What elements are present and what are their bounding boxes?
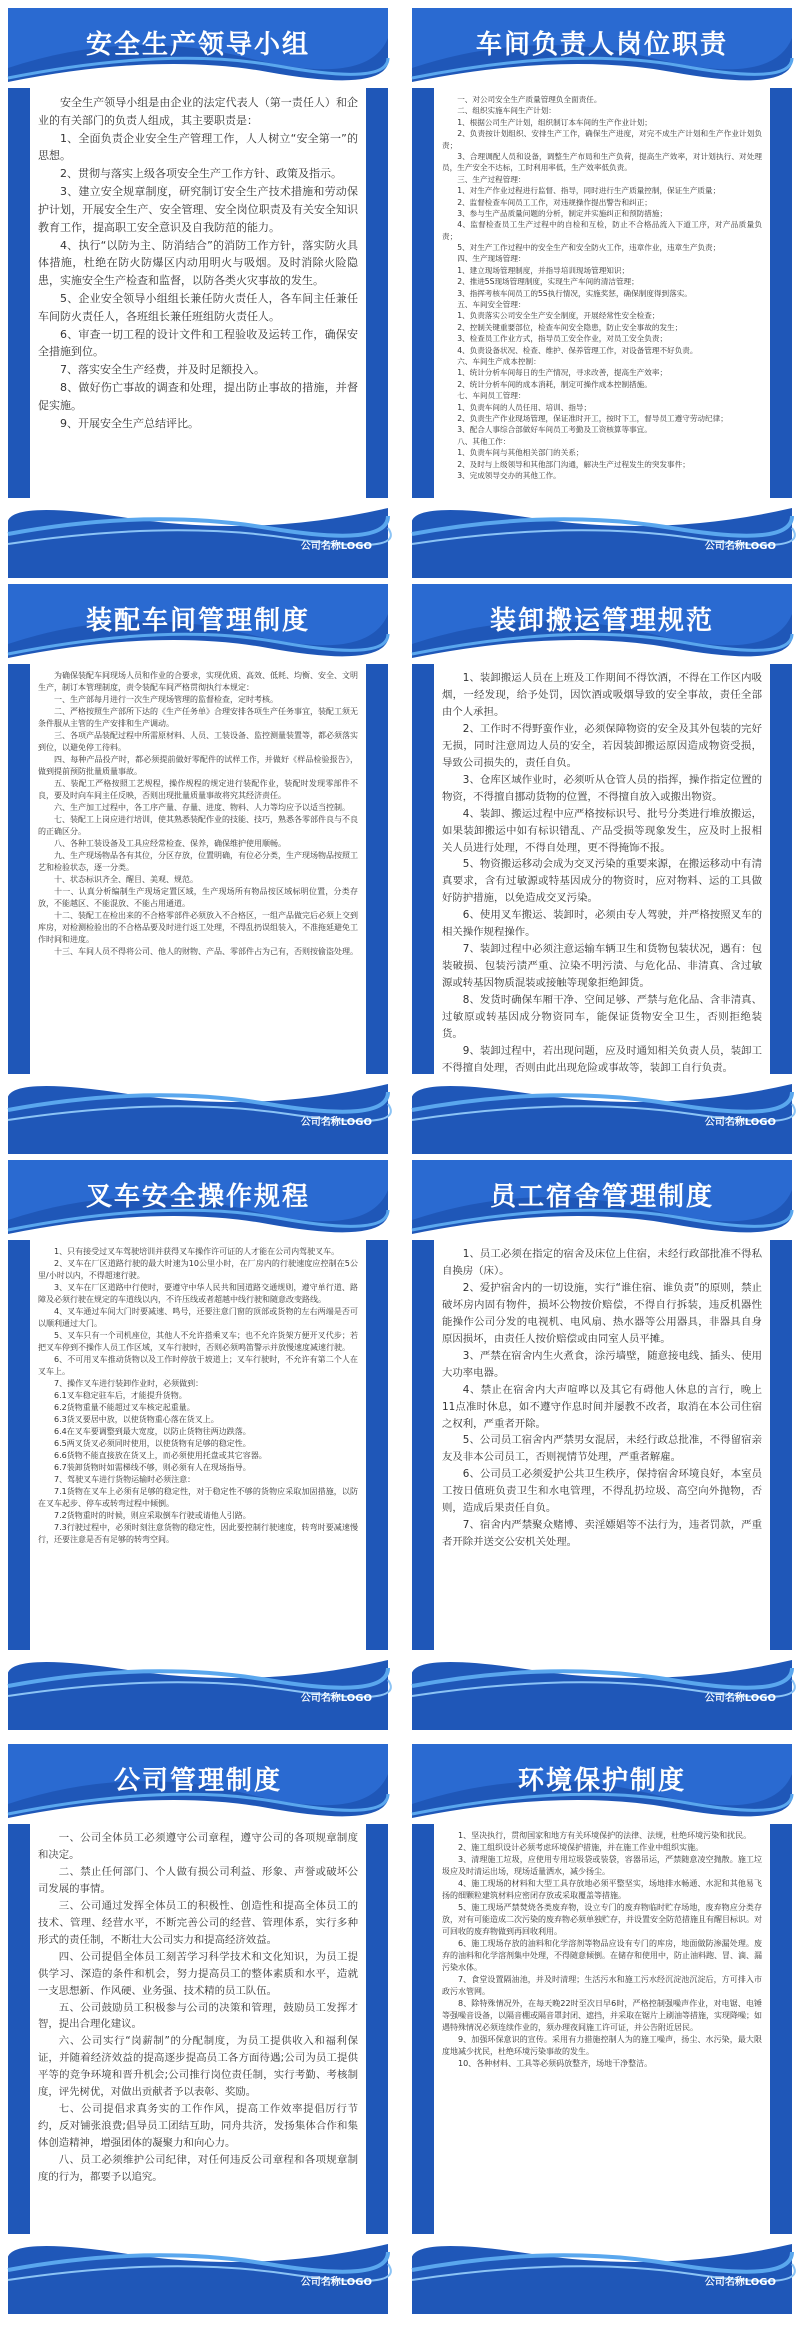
paragraph: 7、食堂设置隔油池，并及时清理；生活污水和施工污水经沉淀池沉淀后，方可排入市政污水管网。 — [442, 1975, 762, 1996]
paragraph: 二、组织实施车间生产计划： — [457, 106, 556, 116]
paragraph: 1、负责车间的人员任用、培训、指导； — [457, 402, 592, 412]
board-title: 装卸搬运管理规范 — [489, 606, 714, 636]
paragraph: 7、宿舍内严禁聚众赌博、卖淫嫖娼等不法行为，违者罚款，严重者开除并送交公安机关处理。 — [442, 1519, 762, 1549]
paragraph: 一、公司全体员工必须遵守公司章程，遵守公司的各项规章制度和决定。 — [38, 1832, 358, 1861]
board-content — [30, 1824, 366, 2234]
paragraph: 三、公司通过发挥全体员工的积极性、创造性和提高全体员工的技术、管理、经营水平，不断完善公司的经营、管理体系，实行多种形式的责任制，不断壮大公司实力和提高经济效益。 — [38, 1899, 358, 1946]
paragraph: 7、驾驶叉车进行货物运输时必须注意： — [54, 1475, 196, 1484]
board-header — [8, 8, 388, 88]
paragraph: 3、参与生产品质量问题的分析，制定并实施纠正和预防措施； — [457, 208, 668, 218]
board-footer — [8, 1074, 388, 1154]
company-logo-text: 公司名称LOGO — [300, 541, 372, 552]
paragraph: 9、加强环保意识的宣传。采用有力措施控制人为的施工噪声，扬尘、水污染，最大限度地减少扰民，杜绝环境污染事故的发生。 — [442, 2035, 762, 2056]
paragraph: 1、装卸搬运人员在上班及工作期间不得饮酒，不得在工作区内吸烟，一经发现，给予处罚，因饮酒或吸烟导致的安全事故，责任全部由个人承担。 — [442, 672, 762, 718]
paragraph: 2、及时与上级领导和其他部门沟通，解决生产过程发生的突发事件； — [457, 459, 690, 469]
paragraph: 3、指挥考核车间员工的5S执行情况，实施奖惩，确保制度得到落实。 — [457, 288, 692, 298]
paragraph: 十三、车间人员不得将公司、他人的财物、产品、零部件占为己有，否则按偷盗处理。 — [54, 947, 358, 956]
paragraph: 8、除特殊情况外，在每天晚22时至次日早6时，严格控制强噪声作业，对电锯、电锤等强噪音设备，以隔音棚或隔音罩封闭、遮挡，并采取在锯片上刷油等措施，实现降噪；如遇特殊情况必须连续作业的，须办理夜间施工许可证，并公告附近居民。 — [442, 1999, 762, 2032]
board-footer — [412, 1650, 792, 1730]
paragraph: 八、其他工作： — [457, 436, 511, 446]
paragraph: 7、装卸过程中必须注意运输车辆卫生和货物包装状况，遇有：包装破损、包装污渍严重、泣染不明污渍、与危化品、非清真、含过敏源或转基因物质混装或接触等现象拒绝卸货。 — [442, 943, 762, 990]
board-workshop-duties — [412, 8, 792, 578]
paragraph: 6、审查一切工程的设计文件和工程验收及运转工作，确保安全措施到位。 — [38, 327, 358, 359]
paragraph: 四、公司提倡全体员工刻苦学习科学技术和文化知识，为员工提供学习、深造的条件和机会，努力提高员工的整体素质和水平，造就一支思想新、作风硬、业务强、技术精的员工队伍。 — [38, 1950, 358, 1997]
paragraph: 1、建立现场管理制度，并指导培训现场管理知识； — [457, 265, 630, 275]
paragraph: 3、合理调配人员和设备，调整生产布局和生产负荷，提高生产效率，对计划执行、对处理员，生产安全不达标，工时利用率低，生产效率低负责。 — [442, 151, 762, 173]
paragraph: 6.3货叉要居中放，以使货物重心落在货叉上。 — [54, 1415, 219, 1424]
board-content — [30, 88, 366, 498]
board-assembly-rules — [8, 584, 388, 1154]
paragraph: 六、公司实行“岗薪制”的分配制度，为员工提供收入和福利保证，并随着经济效益的提高逐步提高员工各方面待遇;公司为员工提供平等的竞争环境和晋升机会;公司推行岗位责任制，实行考勤、考核制度，评先树优，对做出贡献者予以表彰、奖励。 — [38, 2035, 358, 2099]
paragraph: 2、工作时不得野蛮作业，必须保障物资的安全及其外包装的完好无损，同时注意周边人员的安全，若因装卸搬运原因造成物资受损，导致公司损失的，责任自负。 — [442, 722, 762, 769]
board-title: 车间负责人岗位职责 — [475, 30, 728, 60]
paragraph: 五、装配工严格按照工艺规程，操作规程的规定进行装配作业，装配时发现零部件不良，要及时向车间主任反映，否则出现批量质量事故将究其经济责任。 — [38, 779, 358, 800]
paragraph: 4、禁止在宿舍内大声喧哗以及其它有碍他人休息的言行，晚上11点准时休息，如不遵守作息时间并屡教不改者，取消在本公司住宿之权利，严重者开除。 — [442, 1383, 762, 1430]
paragraph: 7、落实安全生产经费，并及时足额投入。 — [60, 363, 265, 377]
paragraph: 六、车间生产成本控制： — [457, 356, 541, 366]
paragraph: 1、坚决执行，贯彻国家和地方有关环境保护的法律、法规，杜绝环境污染和扰民。 — [458, 1831, 752, 1840]
paragraph: 3、叉车在厂区道路中行使时，要遵守中华人民共和国道路交通规则，遵守单行道、路障及必须行驶在规定的车道线以内，不许压线或者超越中线行驶和随意改变路线。 — [38, 1283, 358, 1304]
paragraph: 2、监督检查车间员工工作，对违规操作提出警告和纠正； — [457, 197, 652, 207]
paragraph: 6.6货物不能直接放在货叉上，而必须使用托盘或其它容器。 — [54, 1451, 267, 1460]
paragraph: 5、叉车只有一个司机座位，其他人不允许搭乘叉车；也不允许货架方便开叉代步；若把叉车停到不操作人员工作区域，叉车行驶时，否则必须鸣笛警示并放慢速度减速行驶。 — [38, 1331, 358, 1352]
paragraph: 3、检查员工作业方式，指导员工安全作业，对员工安全负责； — [457, 334, 668, 344]
paragraph: 4、装卸、搬运过程中应严格按标识号、批号分类进行堆放搬运，如果装卸搬运中如有标识错乱、产品受损等现象发生，应及时上报相关人员进行处理，不得自处理，更不得掩饰不报。 — [442, 807, 762, 854]
paragraph: 六、生产加工过程中，各工序产量、存量、进度、物料、人力等均应予以适当控制。 — [54, 803, 350, 812]
paragraph: 四、每种产品投产时，都必须提前做好零配件的试样工作，并做好《样品检验报告》，做到提前预防批量质量事故。 — [38, 755, 358, 776]
paragraph: 6.1叉车稳定驻车后，才能提升货物。 — [54, 1391, 187, 1400]
paragraph: 3、完成领导交办的其他工作。 — [457, 470, 561, 480]
paragraph: 二、严格按照生产部所下达的《生产任务单》合理安排各项生产任务事宜，装配工须无条件服从主管的生产安排和生产调动。 — [38, 707, 358, 728]
paragraph: 1、只有接受过叉车驾驶培训并获得叉车操作许可证的人才能在公司内驾驶叉车。 — [54, 1247, 340, 1256]
paragraph: 6、不可用叉车推动货物以及工作时停放于坡道上；叉车行驶时，不允许有第二个人在叉车上。 — [38, 1355, 358, 1376]
board-content — [434, 1240, 770, 1650]
paragraph: 三、生产过程管理： — [457, 174, 526, 184]
paragraph: 十、状态标识齐全、醒目、美观、规范。 — [54, 875, 198, 884]
paragraph: 4、监督检查员工生产过程中的自检和互检，防止不合格品流入下道工序，对产品质量负责； — [442, 220, 762, 241]
paragraph: 4、负责设备状况、检查、维护、保养管理工作，对设备管理不好负责。 — [457, 345, 698, 355]
paragraph: 6、公司员工必须爱护公共卫生秩序，保持宿舍环境良好，本室员工按日值班负责卫生和水电管理，不得乱扔垃圾、高空向外抛物，否则，造成后果责任自负。 — [442, 1468, 762, 1515]
company-logo-text: 公司名称LOGO — [300, 1117, 372, 1128]
paragraph: 七、公司提倡求真务实的工作作风，提高工作效率提倡厉行节约，反对铺张浪费;倡导员工团结互助，同舟共济，发扬集体合作和集体创造精神，增强团体的凝聚力和向心力。 — [38, 2103, 358, 2150]
paragraph: 6.2货物重量不能超过叉车核定起重量。 — [54, 1403, 195, 1412]
paragraph: 1、员工必须在指定的宿舍及床位上住宿，未经行政部批准不得私自换房（床）。 — [442, 1248, 762, 1277]
paragraph: 1、对生产作业过程进行监督、指导，同时进行生产质量控制，保证生产质量； — [457, 186, 721, 196]
paragraph: 十二、装配工在检出来的不合格零部件必须放入不合格区，一组产品做完后必须上交到库房，对检测检验出的不合格品要及时进行返工处理，不得乱扔误组装入，不准拖延避免工作时间和进度。 — [38, 911, 358, 944]
board-footer — [412, 2234, 792, 2314]
board-title: 安全生产领导小组 — [85, 30, 310, 60]
board-handling-rules — [412, 584, 792, 1154]
paragraph: 9、开展安全生产总结评比。 — [60, 416, 199, 430]
paragraph: 一、对公司安全生产质量管理负全面责任。 — [457, 95, 602, 104]
paragraph: 2、施工组织设计必须考虑环境保护措施，并在施工作业中组织实施。 — [458, 1843, 704, 1852]
paragraph: 3、仓库区域作业时，必须听从仓管人员的指挥，操作指定位置的物资，不得擅自挪动货物的位置，不得擅自放入或搬出物资。 — [442, 773, 762, 803]
paragraph: 2、贯彻与落实上级各项安全生产工作方针、政策及指示。 — [60, 167, 342, 181]
paragraph: 10、各种材料、工具等必须码放整齐，场地干净整洁。 — [458, 2059, 653, 2068]
paragraph: 8、发货时确保车厢干净、空间足够、严禁与危化品、含非清真、过敏原或转基因成分物资同车，能保证货物安全卫生，否则拒绝装货。 — [442, 994, 762, 1041]
paragraph: 八、各种工装设备及工具应经常检查、保养，确保维护使用顺畅。 — [54, 839, 286, 848]
paragraph: 5、企业安全领导小组组长兼任防火责任人，各车间主任兼任车间防火责任人，各班组长兼任班组防火责任人。 — [38, 291, 358, 323]
paragraph: 五、公司鼓励员工积极参与公司的决策和管理，鼓励员工发挥才智，提出合理化建议。 — [38, 2001, 358, 2031]
paragraph: 八、员工必须维护公司纪律，对任何违反公司章程和各项规章制度的行为，都要予以追究。 — [38, 2154, 358, 2184]
paragraph: 十一、认真分析编制生产现场定置区域，生产现场所有物品按区域标明位置，分类存放，不能越区、不能混放、不能占用通道。 — [38, 887, 358, 908]
board-content — [434, 1824, 770, 2234]
paragraph: 2、叉车在厂区道路行驶的最大时速为10公里小时，在厂房内的行驶速度应控制在5公里/小时以内，不得超速行驶。 — [38, 1259, 358, 1280]
board-footer — [412, 1074, 792, 1154]
paragraph: 6.4在叉车要调整到最大宽度，以防止货物往两边跌落。 — [54, 1427, 251, 1436]
paragraph: 2、负责按计划组织、安排生产工作，确保生产进度，对完不成生产计划和生产作业计划负责； — [442, 129, 762, 150]
company-logo-text: 公司名称LOGO — [704, 541, 776, 552]
paragraph: 3、清理施工垃圾，应使用专用垃圾袋或装袋，容器吊运，严禁随意凌空抛散。施工垃圾应及时清运出场，现场适量洒水，减少扬尘。 — [442, 1855, 762, 1876]
board-content — [30, 664, 366, 1074]
paragraph: 8、做好伤亡事故的调查和处理，提出防止事故的措施，并督促实施。 — [38, 381, 358, 412]
board-environment-rules — [412, 1744, 792, 2314]
company-logo-text: 公司名称LOGO — [300, 2277, 372, 2288]
board-content — [434, 88, 770, 498]
board-footer — [8, 1650, 388, 1730]
paragraph: 5、对生产工作过程中的安全生产和安全防火工作，违章作业，违章生产负责； — [457, 243, 721, 253]
company-logo-text: 公司名称LOGO — [300, 1693, 372, 1704]
board-title: 公司管理制度 — [113, 1766, 282, 1796]
paragraph: 一、生产部每月进行一次生产现场管理的监督检查，定时考核。 — [54, 695, 278, 704]
paragraph: 七、车间员工管理： — [457, 391, 526, 401]
paragraph: 3、严禁在宿舍内生火煮食，涂污墙壁，随意接电线、插头、使用大功率电器。 — [442, 1349, 762, 1379]
board-footer — [8, 498, 388, 578]
paragraph: 6、施工现场存放的油料和化学溶剂等物品应设有专门的库房，地面做防渗漏处理。废弃的油料和化学溶剂集中处理，不得随意倾倒。在储存和使用中，防止油料跑、冒、滴、漏污染水体。 — [442, 1939, 762, 1972]
board-title: 装配车间管理制度 — [85, 606, 310, 636]
paragraph: 5、施工现场严禁焚烧各类废弃物，设立专门的废弃物临时贮存场地，废弃物应分类存放，对有可能造成二次污染的废弃物必须单独贮存，并设置安全防范措施且有醒目标识。对可回收的废弃物做到再回收利用。 — [442, 1903, 762, 1936]
board-title: 环境保护制度 — [517, 1766, 686, 1796]
board-footer — [412, 498, 792, 578]
board-safety-leadership — [8, 8, 388, 578]
paragraph: 七、装配工上岗应进行培训，使其熟悉装配作业的技能、技巧，熟悉各零部件良与不良的正确区分。 — [38, 815, 358, 836]
paragraph: 3、建立安全规章制度，研究制订安全生产技术措施和劳动保护计划，开展安全生产、安全管理、安全岗位职责及有关安全知识教育工作，提高职工安全意识及自我防范的能力。 — [38, 185, 358, 234]
board-footer — [8, 2234, 388, 2314]
paragraph: 三、各项产品装配过程中所需原材料、人员、工装设备、监控测量装置等，都必须落实到位，以避免停工待料。 — [38, 731, 358, 752]
paragraph: 9、装卸过程中，若出现问题，应及时通知相关负责人员，装卸工不得擅自处理，否则由此出现危险或事故等，装卸工自行负责。 — [442, 1044, 762, 1074]
board-dorm-rules — [412, 1160, 792, 1730]
board-company-rules — [8, 1744, 388, 2314]
board-header — [412, 8, 792, 88]
board-content — [30, 1240, 366, 1650]
paragraph: 九、生产现场物品各有其位，分区存放，位置明确，有位必分类，生产现场物品按照工艺和检验状态，逐一分类。 — [38, 851, 358, 872]
company-logo-text: 公司名称LOGO — [704, 1117, 776, 1128]
company-logo-text: 公司名称LOGO — [704, 2277, 776, 2288]
paragraph: 四、生产现场管理： — [457, 254, 526, 264]
paragraph: 2、推进5S现场管理制度，实现生产车间的清洁管理； — [457, 277, 639, 287]
paragraph: 4、施工现场的材料和大型工具存放地必须平整坚实，场地排水畅通、水泥和其他易飞扬的细颗粒建筑材料应密闭存放或采取覆盖等措施。 — [442, 1879, 762, 1900]
paragraph: 4、执行“以防为主、防消结合”的消防工作方针，落实防火具体措施，杜绝在防火防爆区内动用明火与吸烟。及时消除火险隐患，实施安全生产检查和监督，以防各类火灾事故的发生。 — [38, 238, 358, 288]
board-content — [434, 664, 770, 1074]
paragraph: 6.7装卸货物时如需梯线不够，则必须有人在现场指导。 — [54, 1463, 251, 1472]
paragraph: 6.5两叉货叉必须同时使用，以使货物有足够的稳定性。 — [54, 1439, 251, 1448]
company-logo-text: 公司名称LOGO — [704, 1693, 776, 1704]
board-header — [8, 584, 388, 664]
paragraph: 5、物资搬运移动会成为交叉污染的重要来源，在搬运移动中有清真要求，含有过敏源或特基因成分的物资时，应对物料、运的工具做好防护措施，以免造成交叉污染。 — [442, 858, 762, 905]
paragraph: 7.2货物重时的时候，则应采取倒车行驶或请他人引路。 — [54, 1511, 251, 1520]
board-header — [8, 1744, 388, 1824]
paragraph: 2、爱护宿舍内的一切设施，实行“谁住宿、谁负责”的原则，禁止破坏房内固有物件，损坏公物按价赔偿，不得自行拆装，违反机器性能操作公司分发的电视机、电风扇、热水器等公用器具，非器具自身原因损坏，由责任人按价赔偿或由同室人员平摊。 — [442, 1281, 762, 1345]
paragraph: 1、负责落实公司安全生产安全制度，开展经常性安全检查； — [457, 311, 660, 321]
board-header — [412, 1160, 792, 1240]
board-forklift-rules — [8, 1160, 388, 1730]
paragraph: 1、根据公司生产计划，组织制订本车间的生产作业计划； — [457, 117, 652, 127]
paragraph: 7.1货物在叉车上必须有足够的稳定性，对于稳定性不够的货物应采取加固措施，以防在叉车起步、停车或转弯过程中倾倒。 — [38, 1487, 358, 1508]
paragraph: 2、负责生产作业现场管理，保证准时开工，按时下工，督导员工遵守劳动纪律； — [457, 413, 728, 423]
board-title: 员工宿舍管理制度 — [489, 1182, 714, 1212]
paragraph: 安全生产领导小组是由企业的法定代表人（第一责任人）和企业的有关部门的负责人组成，其主要职责是： — [38, 96, 358, 127]
paragraph: 5、公司员工宿舍内严禁男女混居，未经行政总批准，不得留宿亲友及非本公司员工，否则视情节处理，严重者解雇。 — [442, 1434, 762, 1464]
paragraph: 6、使用叉车搬运、装卸时，必须由专人驾驶，并严格按照叉车的相关操作规程操作。 — [442, 909, 762, 939]
paragraph: 1、统计分析车间每日的生产情况，寻求改善，提高生产效率； — [457, 368, 668, 378]
board-title: 叉车安全操作规程 — [85, 1182, 310, 1212]
paragraph: 2、控制关键重要部位，检查车间安全隐患，防止安全事故的发生； — [457, 322, 683, 332]
paragraph: 7.3行驶过程中，必须时刻注意货物的稳定性，因此要控制行驶速度，转弯时要减速慢行，还要注意是否有足够的转弯空间。 — [38, 1523, 358, 1544]
paragraph: 3、配合人事综合部做好车间员工考勤及工资核算等事宜。 — [457, 425, 652, 435]
paragraph: 五、车间安全管理： — [457, 300, 526, 310]
paragraph: 二、禁止任何部门、个人做有损公司利益、形象、声誉或破坏公司发展的事情。 — [38, 1865, 358, 1895]
paragraph: 7、操作叉车进行装卸作业时，必须做到： — [54, 1379, 204, 1388]
paragraph: 为确保装配车间现场人员和作业的合要求，实现优质、高效、低耗、均衡、安全、文明生产，制订本管理制度，责令装配车间严格贯彻执行本规定： — [38, 671, 358, 692]
board-header — [412, 584, 792, 664]
paragraph: 1、负责车间与其他相关部门的关系； — [457, 448, 584, 458]
board-header — [412, 1744, 792, 1824]
paragraph: 1、全面负责企业安全生产管理工作，人人树立“安全第一”的思想。 — [38, 131, 358, 163]
board-header — [8, 1160, 388, 1240]
paragraph: 4、叉车通过车间大门时要减速、鸣号，还要注意门窗的顶部或货物的左右两端是否可以顺利通过大门。 — [38, 1307, 358, 1328]
paragraph: 2、统计分析车间的成本消耗，制定可操作成本控制措施。 — [457, 379, 652, 389]
